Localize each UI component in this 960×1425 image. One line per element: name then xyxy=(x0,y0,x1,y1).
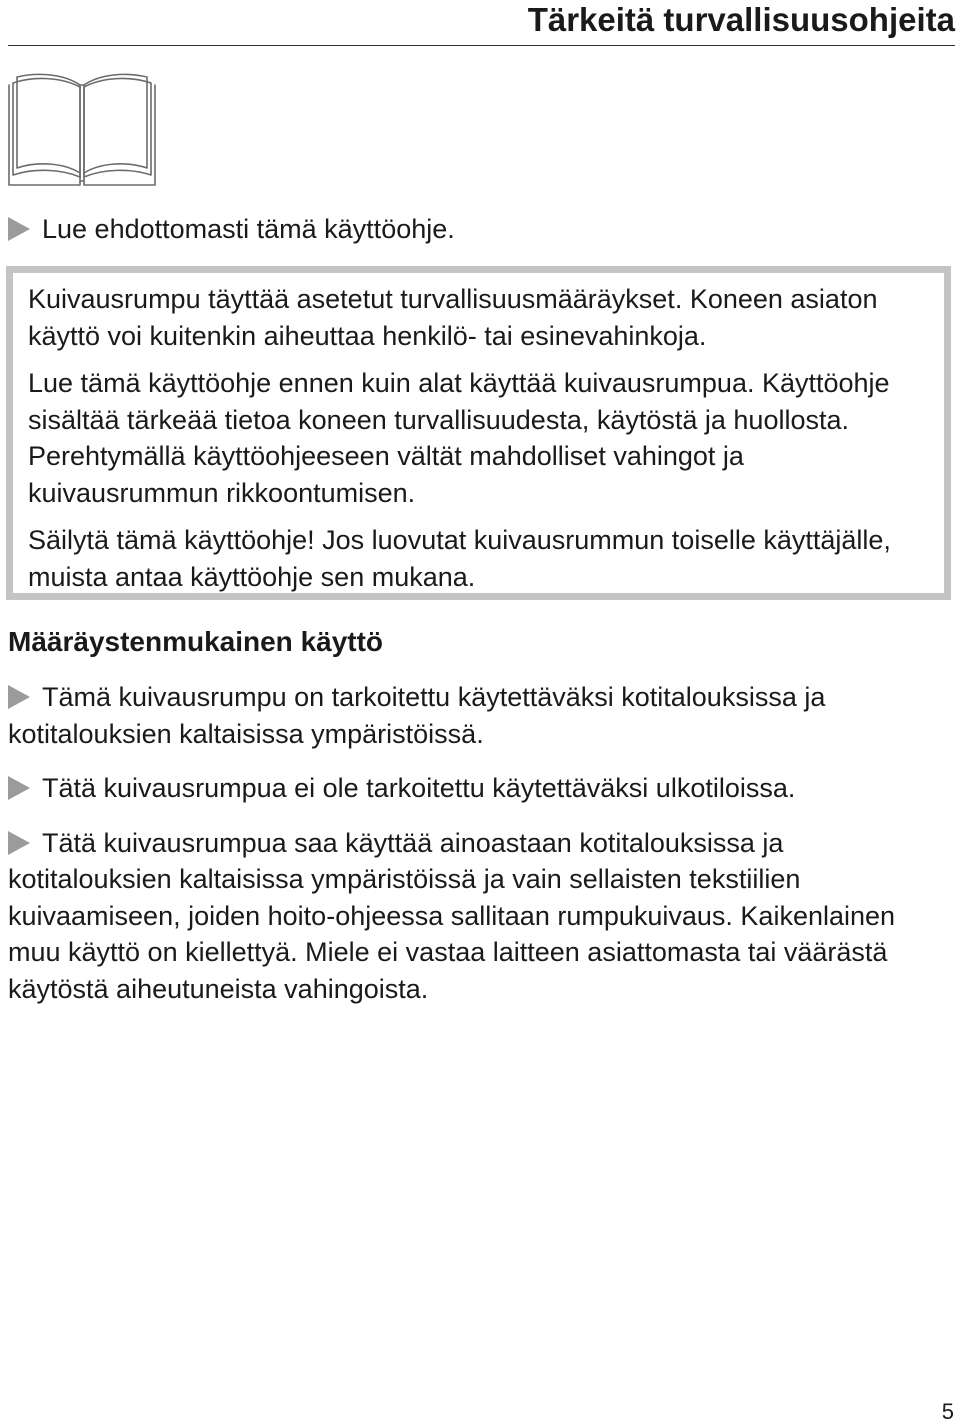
triangle-arrow-icon xyxy=(8,685,30,709)
page-header-title: Tärkeitä turvallisuusohjeita xyxy=(527,1,955,38)
safety-notice-text xyxy=(28,281,923,606)
list-item-text: Tämä kuivausrumpu on tarkoitettu käytettäväksi kotitalouksissa ja kotitalouksien kaltaisissa ympäristöissä. xyxy=(8,682,826,749)
intended-use-section xyxy=(8,679,953,1025)
notice-paragraph: Lue tämä käyttöohje ennen kuin alat käyttää kuivausrumpua. Käyttöohje sisältää tärkeää tietoa koneen turvallisuudesta, käytöstä ja huollosta. Perehtymällä käyttöohjeeseen vältät mahdolliset vahingot ja kuivausrummun rikkoontumisen. xyxy=(28,368,890,508)
lead-instruction-text: Lue ehdottomasti tämä käyttöohje. xyxy=(42,214,455,244)
triangle-arrow-icon xyxy=(8,776,30,800)
list-item xyxy=(8,679,953,752)
lead-instruction xyxy=(8,211,455,248)
triangle-arrow-icon xyxy=(8,217,30,241)
list-item xyxy=(8,825,953,1008)
triangle-arrow-icon xyxy=(8,831,30,855)
notice-paragraph: Säilytä tämä käyttöohje! Jos luovutat kuivausrummun toiselle käyttäjälle, muista antaa käyttöohje sen mukana. xyxy=(28,525,891,592)
page-number: 5 xyxy=(941,1399,954,1424)
open-book-icon xyxy=(6,73,158,187)
notice-paragraph: Kuivausrumpu täyttää asetetut turvallisuusmääräykset. Koneen asiaton käyttö voi kuitenkin aiheuttaa henkilö- tai esinevahinkoja. xyxy=(28,284,878,351)
list-item-text: Tätä kuivausrumpua saa käyttää ainoastaan kotitalouksissa ja kotitalouksien kaltaisissa ympäristöissä ja vain sellaisten tekstiilien kuivaamiseen, joiden hoito-ohjeessa sallitaan rumpukuivaus. Kaikenlainen muu käyttö on kiellettyä. Miele ei vastaa laitteen asiattomasta tai väärästä käytöstä aiheutuneista vahingoista. xyxy=(8,827,896,1004)
safety-notice-box xyxy=(6,266,951,600)
section-heading: Määräystenmukainen käyttö xyxy=(8,626,384,657)
list-item-text: Tätä kuivausrumpua ei ole tarkoitettu käytettäväksi ulkotiloissa. xyxy=(42,773,796,803)
list-item xyxy=(8,770,953,807)
header-divider xyxy=(8,45,955,46)
